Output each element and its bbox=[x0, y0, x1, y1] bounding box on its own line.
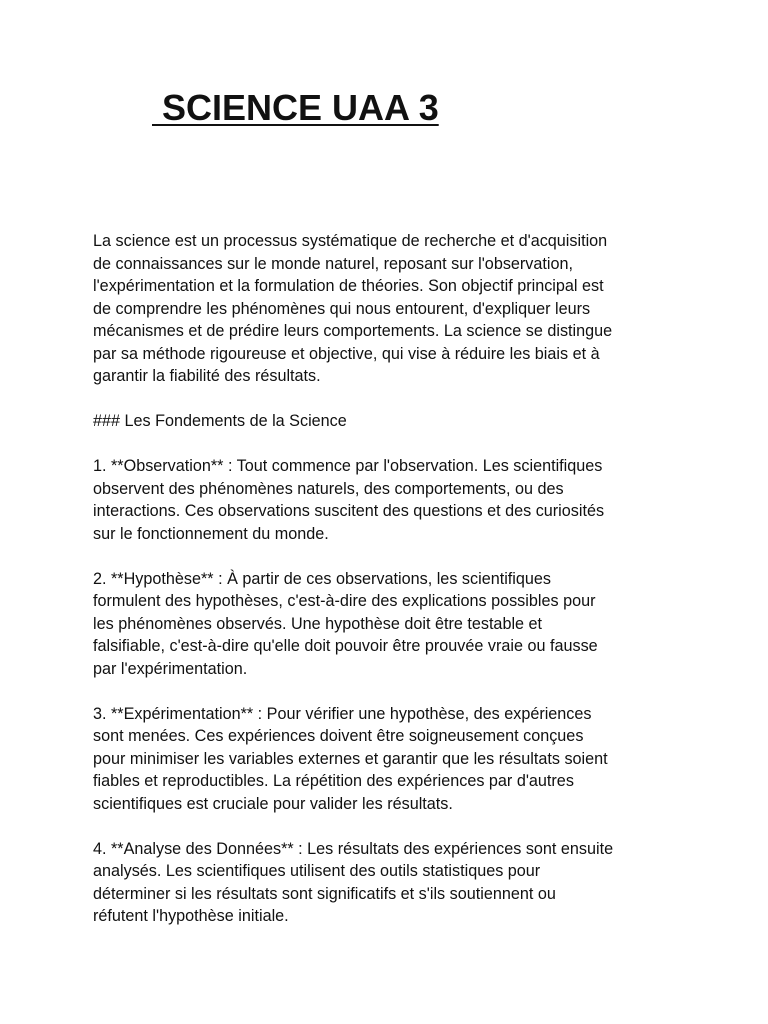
text-line: scientifiques est cruciale pour valider les résultats. bbox=[93, 794, 453, 813]
text-line: fiables et reproductibles. La répétition des expériences par d'autres bbox=[93, 772, 574, 790]
intro-paragraph bbox=[93, 230, 693, 388]
observation-paragraph bbox=[93, 455, 693, 545]
text-line: de comprendre les phénomènes qui nous entourent, d'expliquer leurs bbox=[93, 299, 591, 318]
text-line: analysés. Les scientifiques utilisent des outils statistiques pour bbox=[93, 862, 541, 880]
text-line: pour minimiser les variables externes et garantir que les résultats soient bbox=[93, 749, 608, 768]
text-line: déterminer si les résultats sont significatifs et s'ils soutiennent ou bbox=[93, 884, 556, 903]
document-title: SCIENCE UAA 3 bbox=[152, 87, 439, 128]
text-line: sont menées. Ces expériences doivent être soigneusement conçues bbox=[93, 727, 584, 745]
document-body bbox=[93, 230, 693, 950]
text-line: observent des phénomènes naturels, des comportements, ou des bbox=[93, 479, 564, 498]
text-line: falsifiable, c'est-à-dire qu'elle doit pouvoir être prouvée vraie ou fausse bbox=[93, 637, 598, 655]
text-line: ### Les Fondements de la Science bbox=[93, 412, 347, 430]
text-line: 2. **Hypothèse** : À partir de ces observations, les scientifiques bbox=[93, 569, 551, 588]
text-line: par l'expérimentation. bbox=[93, 659, 248, 678]
text-line: La science est un processus systématique de recherche et d'acquisition bbox=[93, 232, 608, 250]
text-line: par sa méthode rigoureuse et objective, qui vise à réduire les biais et à bbox=[93, 344, 600, 363]
text-line: 1. **Observation** : Tout commence par l'observation. Les scientifiques bbox=[93, 457, 603, 475]
text-line: formulent des hypothèses, c'est-à-dire des explications possibles pour bbox=[93, 592, 596, 610]
text-line: garantir la fiabilité des résultats. bbox=[93, 367, 321, 385]
text-line: 3. **Expérimentation** : Pour vérifier une hypothèse, des expériences bbox=[93, 704, 592, 723]
text-line: sur le fonctionnement du monde. bbox=[93, 524, 329, 543]
text-line: réfutent l'hypothèse initiale. bbox=[93, 907, 289, 925]
section-heading bbox=[93, 410, 693, 433]
text-line: l'expérimentation et la formulation de théories. Son objectif principal est bbox=[93, 277, 604, 295]
text-line: interactions. Ces observations suscitent des questions et des curiosités bbox=[93, 502, 605, 520]
experimentation-paragraph bbox=[93, 703, 693, 816]
text-line: mécanismes et de prédire leurs comportements. La science se distingue bbox=[93, 322, 613, 340]
text-line: 4. **Analyse des Données** : Les résultats des expériences sont ensuite bbox=[93, 839, 614, 858]
text-line: les phénomènes observés. Une hypothèse doit être testable et bbox=[93, 614, 543, 633]
data-analysis-paragraph bbox=[93, 838, 693, 928]
hypothesis-paragraph bbox=[93, 568, 693, 681]
text-line: de connaissances sur le monde naturel, reposant sur l'observation, bbox=[93, 254, 573, 273]
